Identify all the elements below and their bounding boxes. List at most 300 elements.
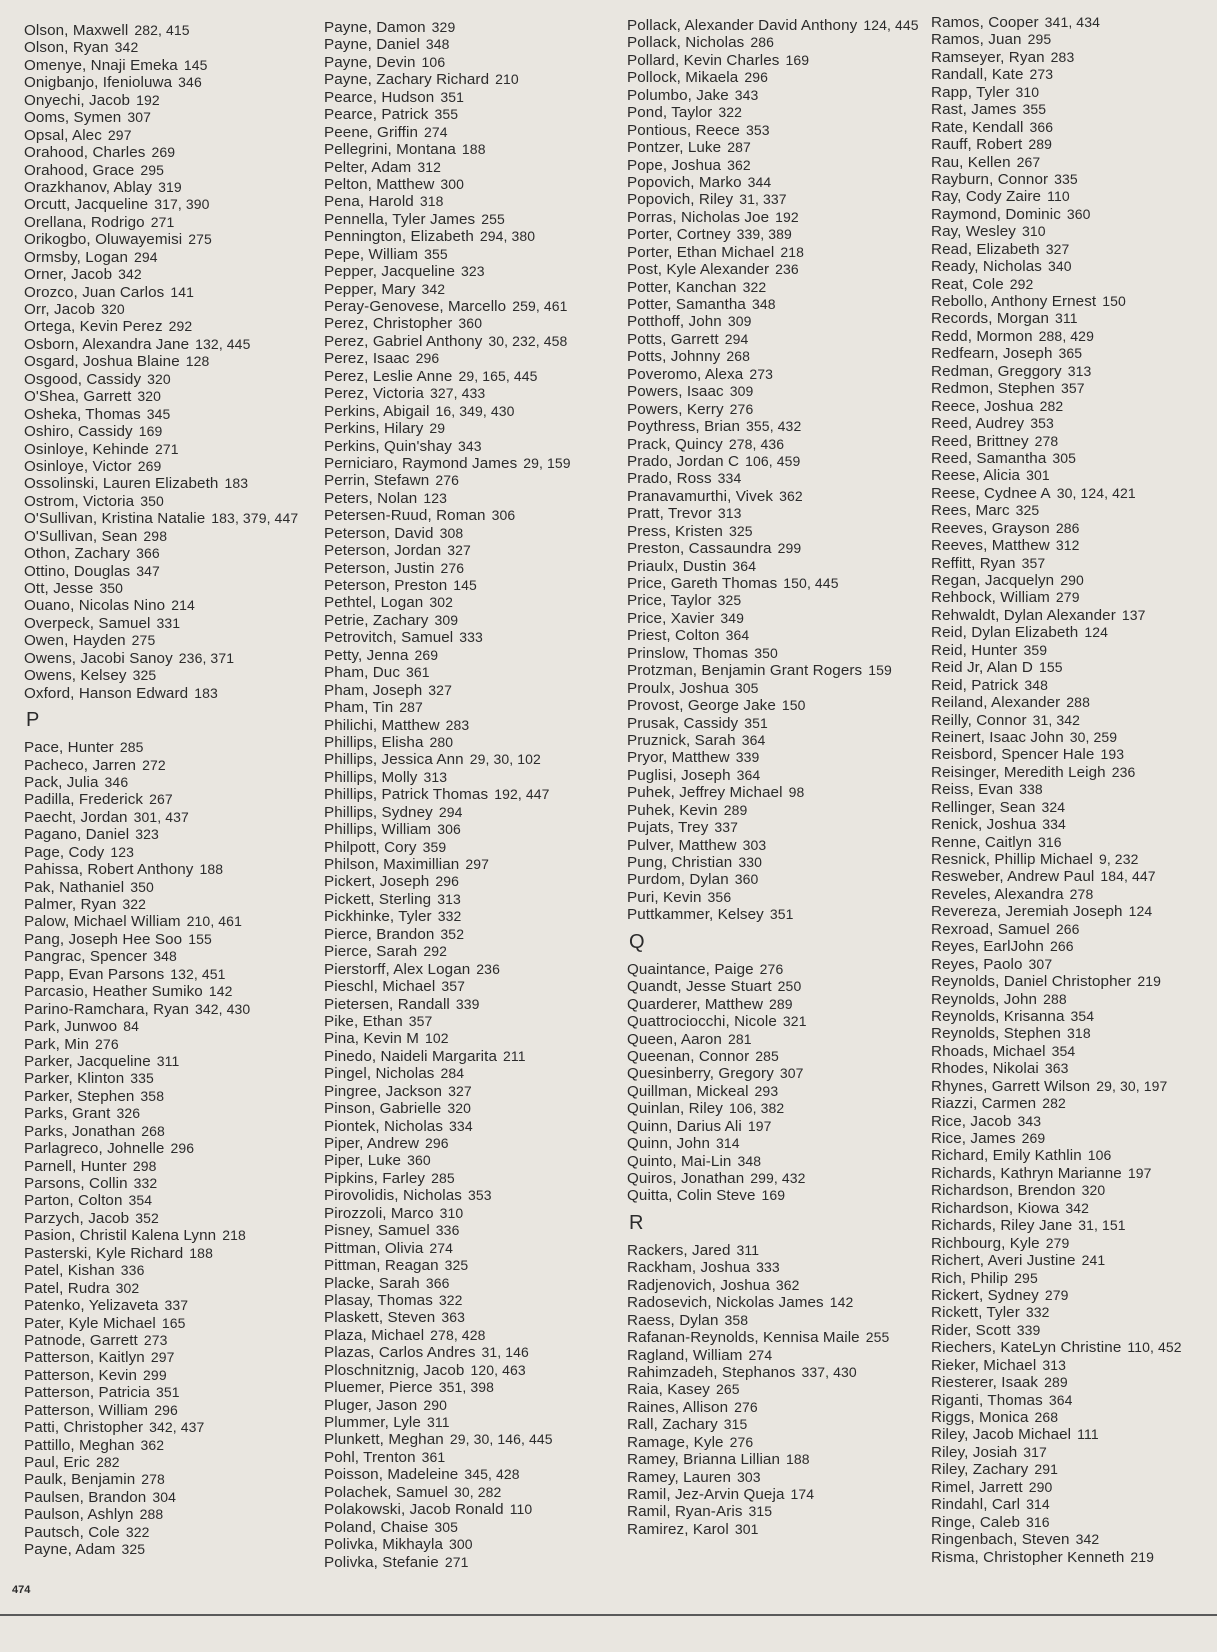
- index-entry: [627, 418, 919, 435]
- entry-pages: 31, 337: [739, 191, 787, 208]
- entry-name: Richert, Averi Justine: [931, 1252, 1076, 1270]
- entry-name: Overpeck, Samuel: [24, 614, 151, 632]
- entry-pages: 271: [154, 440, 179, 457]
- entry-name: Reveles, Alexandra: [931, 885, 1064, 903]
- entry-name: Riley, Josiah: [931, 1443, 1018, 1461]
- index-entry: [627, 209, 919, 226]
- index-entry: [931, 589, 1182, 606]
- entry-pages: 296: [744, 69, 769, 86]
- index-entry: [24, 545, 298, 562]
- entry-pages: 169: [761, 1187, 786, 1204]
- entry-name: Raines, Allison: [627, 1398, 729, 1416]
- entry-name: Pham, Joseph: [324, 681, 423, 699]
- entry-pages: 320: [137, 388, 162, 405]
- index-entry: [324, 1536, 571, 1553]
- index-entry: [24, 757, 298, 774]
- entry-name: Peters, Nolan: [324, 489, 418, 507]
- index-column-2: [324, 19, 571, 1571]
- index-entry: [324, 1170, 571, 1187]
- entry-pages: 349: [720, 609, 745, 626]
- index-entry: [627, 767, 919, 784]
- section-letter: Q: [629, 930, 645, 953]
- entry-pages: 288: [1043, 990, 1067, 1007]
- entry-pages: 280: [429, 733, 454, 750]
- entry-name: Pujats, Trey: [627, 819, 709, 837]
- entry-name: Perez, Christopher: [324, 315, 453, 333]
- entry-pages: 110: [1047, 188, 1070, 205]
- index-entry: [24, 1018, 298, 1035]
- entry-pages: 359: [1023, 641, 1048, 658]
- index-entry: [627, 645, 919, 662]
- entry-name: Petersen-Ruud, Roman: [324, 507, 486, 525]
- entry-name: Pang, Joseph Hee Soo: [24, 930, 183, 948]
- entry-name: Patenko, Yelizaveta: [24, 1297, 159, 1315]
- entry-pages: 362: [775, 1276, 800, 1293]
- entry-pages: 325: [132, 667, 157, 684]
- index-entry: [627, 906, 919, 923]
- index-entry: [24, 336, 298, 353]
- entry-pages: 303: [742, 836, 767, 853]
- entry-name: Rickett, Tyler: [931, 1304, 1020, 1322]
- index-entry: [24, 1175, 298, 1192]
- index-entry: [24, 196, 298, 213]
- entry-pages: 351: [744, 714, 768, 731]
- entry-name: Rimel, Jarrett: [931, 1478, 1023, 1496]
- index-entry: [627, 1381, 919, 1398]
- index-entry: [324, 455, 571, 472]
- entry-name: Potts, Garrett: [627, 330, 719, 348]
- entry-name: Reed, Samantha: [931, 449, 1047, 467]
- entry-pages: 314: [716, 1135, 740, 1152]
- entry-pages: 267: [1016, 153, 1041, 170]
- entry-pages: 360: [1066, 205, 1091, 222]
- entry-pages: 259, 461: [512, 298, 568, 314]
- index-entry: [627, 1469, 919, 1486]
- index-entry: [24, 1053, 298, 1070]
- entry-pages: 155: [1038, 659, 1063, 676]
- index-entry: [931, 206, 1182, 223]
- entry-pages: 336: [120, 1262, 145, 1279]
- entry-pages: 325: [1015, 502, 1040, 519]
- entry-pages: 279: [1044, 1286, 1069, 1303]
- entry-name: Ramseyer, Ryan: [931, 48, 1045, 66]
- index-entry: [324, 978, 571, 995]
- entry-name: Pangrac, Spencer: [24, 948, 148, 966]
- entry-name: Orozco, Juan Carlos: [24, 283, 165, 301]
- index-entry: [627, 488, 919, 505]
- entry-pages: 363: [1044, 1060, 1069, 1077]
- index-entry: [324, 1013, 571, 1030]
- entry-name: Pontzer, Luke: [627, 139, 722, 157]
- index-entry: [324, 629, 571, 646]
- entry-name: Parino-Ramchara, Ryan: [24, 1000, 190, 1018]
- index-entry: [931, 1287, 1182, 1304]
- entry-pages: 218: [222, 1227, 246, 1244]
- entry-pages: 296: [425, 1135, 449, 1151]
- entry-name: Puri, Kevin: [627, 888, 702, 906]
- entry-pages: 301: [734, 1520, 759, 1537]
- entry-name: Quattrociocchi, Nicole: [627, 1013, 777, 1031]
- index-entry: [931, 241, 1182, 258]
- entry-name: Powers, Kerry: [627, 400, 724, 418]
- entry-name: Owens, Kelsey: [24, 667, 127, 685]
- entry-name: Ringe, Caleb: [931, 1513, 1021, 1531]
- index-entry: [627, 1486, 919, 1503]
- entry-pages: 298: [143, 527, 168, 544]
- entry-name: Parlagreco, Johnelle: [24, 1140, 165, 1158]
- entry-name: Potter, Samantha: [627, 296, 746, 313]
- entry-pages: 346: [104, 773, 129, 790]
- index-entry: [931, 485, 1182, 502]
- entry-pages: 286: [750, 34, 775, 51]
- entry-name: Parks, Jonathan: [24, 1122, 136, 1140]
- index-entry: [24, 563, 298, 580]
- index-entry: [931, 624, 1182, 641]
- entry-pages: 315: [748, 1503, 773, 1520]
- entry-pages: 361: [421, 1448, 446, 1465]
- entry-pages: 308: [439, 524, 464, 541]
- index-entry: [24, 685, 298, 702]
- entry-pages: 339: [735, 749, 760, 766]
- entry-pages: 344: [747, 173, 772, 190]
- index-entry: [627, 610, 919, 627]
- entry-name: Riley, Jacob Michael: [931, 1426, 1072, 1444]
- entry-name: Rafanan-Reynolds, Kennisa Maile: [627, 1329, 860, 1347]
- index-entry: [931, 520, 1182, 537]
- index-entry: [627, 1329, 919, 1346]
- entry-name: Ottino, Douglas: [24, 562, 131, 580]
- entry-pages: 271: [444, 1553, 469, 1570]
- index-entry: [24, 1454, 298, 1471]
- entry-pages: 268: [726, 348, 750, 365]
- entry-pages: 350: [754, 644, 778, 661]
- entry-pages: 289: [723, 801, 748, 818]
- entry-name: Page, Cody: [24, 843, 105, 861]
- index-entry: [931, 973, 1182, 990]
- index-entry: [324, 943, 571, 960]
- entry-name: Riganti, Thomas: [931, 1391, 1043, 1409]
- index-entry: [627, 1083, 919, 1100]
- entry-pages: 188: [189, 1244, 213, 1261]
- index-entry: [931, 380, 1182, 397]
- index-entry: [627, 157, 919, 174]
- index-entry: [324, 263, 571, 280]
- entry-pages: 354: [1051, 1042, 1076, 1059]
- index-entry: [24, 1088, 298, 1105]
- entry-pages: 318: [1067, 1025, 1091, 1042]
- entry-pages: 305: [734, 679, 759, 696]
- entry-pages: 313: [437, 890, 461, 907]
- index-entry: [627, 383, 919, 400]
- index-entry: [627, 1277, 919, 1294]
- entry-name: Prado, Ross: [627, 470, 712, 488]
- index-entry: [324, 1222, 571, 1239]
- entry-pages: 197: [1127, 1164, 1152, 1181]
- entry-pages: 184, 447: [1100, 868, 1156, 885]
- index-entry: [324, 542, 571, 559]
- entry-pages: 283: [1050, 48, 1075, 65]
- entry-name: Pham, Duc: [324, 664, 401, 682]
- entry-name: Ragland, William: [627, 1346, 743, 1364]
- index-entry: [324, 734, 571, 751]
- entry-name: Reynolds, Daniel Christopher: [931, 973, 1132, 991]
- index-entry: [931, 1113, 1182, 1130]
- entry-name: Payne, Daniel: [324, 36, 420, 54]
- entry-name: Price, Taylor: [627, 592, 712, 610]
- index-entry: [324, 315, 571, 332]
- entry-name: Ramos, Juan: [931, 31, 1022, 49]
- entry-pages: 312: [417, 158, 441, 175]
- entry-name: Patel, Kishan: [24, 1262, 115, 1280]
- index-entry: [931, 956, 1182, 973]
- entry-pages: 29, 30, 146, 445: [449, 1431, 553, 1448]
- entry-name: Pung, Christian: [627, 854, 733, 871]
- entry-name: Puglisi, Joseph: [627, 766, 731, 784]
- entry-pages: 274: [429, 1239, 454, 1256]
- index-entry: [627, 1364, 919, 1381]
- entry-pages: 317: [1023, 1443, 1047, 1460]
- page-number: 474: [12, 1584, 31, 1596]
- entry-name: Peterson, Justin: [324, 559, 435, 577]
- entry-pages: 361: [406, 664, 430, 681]
- entry-name: Pethtel, Logan: [324, 594, 424, 612]
- entry-pages: 297: [150, 1349, 175, 1366]
- index-entry: [324, 1501, 571, 1518]
- entry-pages: 353: [468, 1187, 492, 1204]
- index-entry: [24, 301, 298, 318]
- index-entry: [627, 191, 919, 208]
- entry-pages: 111: [1077, 1426, 1099, 1443]
- entry-name: Paulsen, Brandon: [24, 1488, 147, 1506]
- entry-name: Pack, Julia: [24, 773, 99, 791]
- entry-pages: 350: [140, 492, 164, 509]
- entry-pages: 137: [1121, 606, 1146, 623]
- index-entry: [627, 1399, 919, 1416]
- entry-pages: 150: [1102, 293, 1126, 309]
- index-entry: [24, 1471, 298, 1488]
- entry-name: Pluger, Jason: [324, 1396, 418, 1414]
- entry-pages: 30, 124, 421: [1056, 484, 1136, 501]
- index-entry: [324, 19, 571, 36]
- entry-pages: 339: [455, 995, 480, 1012]
- entry-pages: 305: [434, 1518, 459, 1535]
- index-entry: [324, 577, 571, 594]
- index-entry: [627, 1100, 919, 1117]
- index-entry: [24, 510, 298, 527]
- entry-pages: 29, 30, 197: [1096, 1077, 1168, 1094]
- entry-name: Press, Kristen: [627, 522, 723, 540]
- index-entry: [24, 879, 298, 896]
- entry-pages: 210: [495, 71, 519, 88]
- index-entry: [931, 834, 1182, 851]
- index-entry: [24, 1210, 298, 1227]
- entry-pages: 307: [127, 109, 151, 126]
- entry-pages: 362: [727, 156, 751, 173]
- index-entry: [931, 1095, 1182, 1112]
- index-entry: [931, 363, 1182, 380]
- index-entry: [324, 281, 571, 298]
- index-entry: [24, 1262, 298, 1279]
- entry-pages: 211: [503, 1047, 526, 1064]
- entry-pages: 255: [481, 210, 505, 227]
- entry-name: Potter, Kanchan: [627, 278, 737, 296]
- entry-pages: 282, 415: [134, 22, 190, 38]
- index-entry: [324, 228, 571, 245]
- entry-name: Orr, Jacob: [24, 301, 96, 318]
- index-entry: [627, 732, 919, 749]
- index-entry: [324, 1362, 571, 1379]
- index-entry: [24, 179, 298, 196]
- entry-name: Rice, Jacob: [931, 1112, 1012, 1130]
- entry-name: Pranavamurthi, Vivek: [627, 487, 774, 505]
- index-entry: [24, 580, 298, 597]
- entry-pages: 285: [431, 1169, 455, 1186]
- index-entry: [324, 1152, 571, 1169]
- entry-pages: 267: [149, 791, 173, 808]
- entry-pages: 98: [788, 784, 805, 801]
- entry-pages: 323: [461, 263, 485, 280]
- index-entry: [324, 1484, 571, 1501]
- entry-name: Pollack, Alexander David Anthony: [627, 17, 858, 34]
- entry-name: Rast, James: [931, 101, 1017, 119]
- entry-name: Protzman, Benjamin Grant Rogers: [627, 662, 863, 680]
- index-entry: [931, 1444, 1182, 1461]
- entry-name: Pohl, Trenton: [324, 1448, 416, 1466]
- entry-pages: 273: [749, 365, 773, 382]
- index-entry: [627, 1013, 919, 1030]
- entry-name: Petrovitch, Samuel: [324, 629, 454, 647]
- index-entry: [627, 1347, 919, 1364]
- index-entry: [324, 1466, 571, 1483]
- entry-pages: 273: [1029, 66, 1054, 83]
- entry-name: Revereza, Jeremiah Joseph: [931, 903, 1123, 921]
- entry-name: Payne, Adam: [24, 1541, 116, 1559]
- entry-name: Orahood, Charles: [24, 144, 146, 162]
- entry-name: Ouano, Nicolas Nino: [24, 597, 166, 615]
- index-entry: [324, 54, 571, 71]
- index-entry: [324, 1187, 571, 1204]
- entry-pages: 314: [1026, 1496, 1050, 1513]
- index-entry: [931, 328, 1182, 345]
- entry-pages: 274: [748, 1346, 773, 1363]
- index-entry: [931, 555, 1182, 572]
- index-entry: [324, 1431, 571, 1448]
- entry-name: Pham, Tin: [324, 699, 394, 717]
- index-entry: [24, 597, 298, 614]
- entry-name: Pipkins, Farley: [324, 1169, 426, 1187]
- index-entry: [627, 436, 919, 453]
- entry-pages: 327: [1045, 240, 1070, 257]
- index-entry: [627, 697, 919, 714]
- entry-name: Prado, Jordan C: [627, 452, 740, 470]
- index-entry: [627, 401, 919, 418]
- index-entry: [24, 615, 298, 632]
- index-entry: [931, 781, 1182, 798]
- index-entry: [24, 127, 298, 144]
- index-entry: [24, 1332, 298, 1349]
- entry-name: Pisney, Samuel: [324, 1222, 430, 1240]
- index-entry: [627, 715, 919, 732]
- entry-name: Poythress, Brian: [627, 418, 741, 436]
- entry-name: Rehwaldt, Dylan Alexander: [931, 606, 1116, 624]
- entry-pages: 310: [1021, 223, 1046, 240]
- index-entry: [627, 523, 919, 540]
- entry-name: Pratt, Trevor: [627, 505, 712, 523]
- entry-pages: 317, 390: [154, 196, 210, 213]
- entry-name: Osinloye, Kehinde: [24, 440, 149, 458]
- entry-name: Ostrom, Victoria: [24, 492, 135, 510]
- index-entry: [324, 664, 571, 681]
- index-entry: [324, 1327, 571, 1344]
- index-entry: [627, 871, 919, 888]
- entry-pages: 366: [425, 1274, 450, 1291]
- entry-name: Richbourg, Kyle: [931, 1234, 1040, 1252]
- index-entry: [324, 124, 571, 141]
- entry-pages: 351, 398: [438, 1379, 494, 1396]
- entry-pages: 236, 371: [178, 649, 235, 666]
- entry-name: Reyes, Paolo: [931, 955, 1023, 973]
- entry-name: Parsons, Collin: [24, 1175, 128, 1192]
- index-entry: [24, 791, 298, 808]
- entry-pages: 322: [438, 1291, 463, 1308]
- index-entry: [931, 1235, 1182, 1252]
- entry-pages: 294: [438, 803, 463, 820]
- entry-name: Orcutt, Jacqueline: [24, 196, 149, 214]
- entry-pages: 106: [1087, 1147, 1112, 1164]
- entry-name: Pontious, Reece: [627, 121, 740, 139]
- entry-name: Renick, Joshua: [931, 816, 1037, 834]
- index-entry: [324, 438, 571, 455]
- entry-name: Park, Min: [24, 1035, 90, 1053]
- entry-name: Olson, Ryan: [24, 39, 109, 57]
- entry-name: Ramey, Brianna Lillian: [627, 1451, 781, 1469]
- entry-pages: 306: [491, 507, 516, 524]
- entry-name: Rebollo, Anthony Ernest: [931, 293, 1097, 310]
- entry-name: Pingree, Jackson: [324, 1082, 443, 1100]
- entry-name: Quillman, Mickeal: [627, 1082, 749, 1100]
- entry-name: Pasion, Christil Kalena Lynn: [24, 1227, 217, 1245]
- entry-name: Onyechi, Jacob: [24, 91, 131, 109]
- entry-pages: 241: [1081, 1252, 1106, 1269]
- index-entry: [324, 507, 571, 524]
- index-entry: [324, 873, 571, 890]
- entry-name: Paul, Eric: [24, 1454, 90, 1471]
- index-entry: [627, 1521, 919, 1538]
- entry-pages: 299: [777, 540, 802, 557]
- entry-pages: 292: [168, 318, 193, 335]
- entry-pages: 355: [424, 245, 448, 262]
- entry-pages: 337, 430: [801, 1363, 857, 1380]
- entry-name: Osinloye, Victor: [24, 457, 132, 475]
- entry-name: Phillips, Sydney: [324, 803, 433, 821]
- entry-pages: 192: [775, 208, 799, 225]
- entry-name: Pierce, Brandon: [324, 925, 435, 943]
- entry-pages: 312: [1055, 537, 1080, 554]
- entry-name: O'Sullivan, Sean: [24, 527, 138, 545]
- entry-name: Riazzi, Carmen: [931, 1095, 1037, 1113]
- entry-pages: 276: [734, 1398, 758, 1415]
- index-entry: [931, 607, 1182, 624]
- entry-name: Pina, Kevin M: [324, 1030, 419, 1048]
- entry-name: Reid Jr, Alan D: [931, 659, 1033, 677]
- index-entry: [324, 89, 571, 106]
- index-entry: [24, 1349, 298, 1366]
- entry-name: Pelton, Matthew: [324, 175, 435, 193]
- entry-name: Richard, Emily Kathlin: [931, 1147, 1082, 1165]
- entry-name: Polakowski, Jacob Ronald: [324, 1501, 504, 1519]
- entry-name: Palow, Michael William: [24, 913, 181, 931]
- entry-name: O'Sullivan, Kristina Natalie: [24, 510, 206, 528]
